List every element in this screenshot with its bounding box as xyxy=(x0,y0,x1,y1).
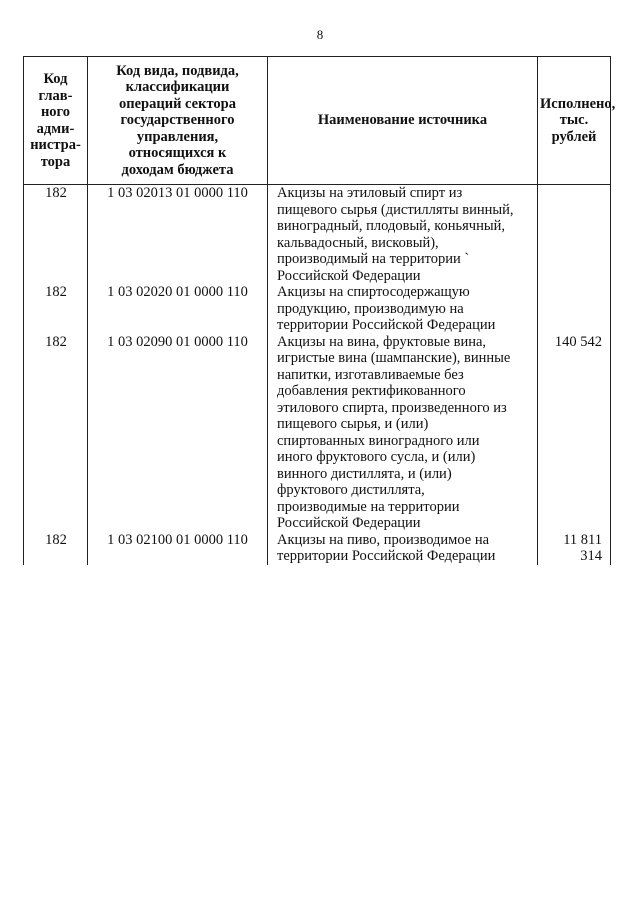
name-line: Российской Федерации xyxy=(277,515,421,531)
header-line: Код xyxy=(43,71,68,87)
name-line: игристые вина (шампанские), винные xyxy=(277,350,511,366)
name-line: напитки, изготавливаемые без xyxy=(277,366,464,383)
name-line: фруктового дистиллята, xyxy=(277,482,425,498)
amount-cell: 11 811 314 xyxy=(538,532,611,565)
header-line: доходам бюджета xyxy=(121,161,234,178)
header-line: управления, xyxy=(136,128,219,145)
table-row xyxy=(24,532,611,565)
header-admin-code xyxy=(24,57,88,185)
name-line: Акцизы на пиво, производимое на xyxy=(277,531,490,548)
header-line: классификации xyxy=(125,79,230,96)
name-line: Акцизы на вина, фруктовые вина, xyxy=(277,333,487,350)
name-line: продукцию, производимую на xyxy=(277,300,464,317)
header-line: тыс. рублей xyxy=(551,112,597,145)
name-line: пищевого сырья, и (или) xyxy=(277,416,429,432)
table-row xyxy=(24,334,611,532)
name-line: производимый на территории ` xyxy=(277,251,470,267)
admin-code-cell: 182 xyxy=(24,185,88,285)
amount-cell xyxy=(538,185,611,285)
source-name-cell xyxy=(268,532,538,565)
name-line: Акцизы на спиртосодержащую xyxy=(277,284,470,300)
header-source-name xyxy=(268,57,538,185)
table-row xyxy=(24,185,611,285)
header-line: Исполнено, xyxy=(540,95,616,112)
admin-code-cell: 182 xyxy=(24,284,88,334)
header-line: относящихся к xyxy=(128,145,227,162)
source-name-cell xyxy=(268,284,538,334)
name-line: винного дистиллята, и (или) xyxy=(277,465,452,482)
classification-code-cell: 1 03 02020 01 0000 110 xyxy=(88,284,268,334)
header-classification-code xyxy=(88,57,268,185)
amount-cell xyxy=(538,284,611,334)
name-line: производимые на территории xyxy=(277,498,460,515)
header-line: нистра- xyxy=(30,137,81,153)
header-line: Наименование источника xyxy=(317,112,488,129)
name-line: иного фруктового сусла, и (или) xyxy=(277,449,476,465)
source-name-cell xyxy=(268,334,538,532)
name-line: Акцизы на этиловый спирт из xyxy=(277,185,463,201)
page-number: 8 xyxy=(316,27,324,42)
admin-code-cell: 182 xyxy=(24,334,88,532)
table-header-row xyxy=(24,57,611,185)
header-line: тора xyxy=(40,153,71,170)
header-line: адми- xyxy=(36,120,75,137)
name-line: добавления ректификованного xyxy=(277,383,466,399)
name-line: кальвадосный, висковый), xyxy=(277,234,439,251)
name-line: Российской Федерации xyxy=(277,267,421,284)
source-name-cell xyxy=(268,185,538,285)
classification-code-cell: 1 03 02100 01 0000 110 xyxy=(88,532,268,565)
amount-cell: 140 542 xyxy=(538,334,611,532)
name-line: спиртованных виноградного или xyxy=(277,432,480,449)
classification-code-cell: 1 03 02013 01 0000 110 xyxy=(88,185,268,285)
name-line: территории Российской Федерации xyxy=(277,317,496,333)
revenue-table xyxy=(23,56,616,565)
name-line: территории Российской Федерации xyxy=(277,548,496,564)
header-line: операций сектора xyxy=(119,95,236,112)
header-line: государственного xyxy=(120,112,235,129)
name-line: этилового спирта, произведенного из xyxy=(277,399,507,416)
table-row xyxy=(24,284,611,334)
admin-code-cell: 182 xyxy=(24,532,88,565)
name-line: пищевого сырья (дистилляты винный, xyxy=(277,201,514,218)
header-line: ного xyxy=(40,104,71,120)
header-executed xyxy=(538,57,616,185)
classification-code-cell: 1 03 02090 01 0000 110 xyxy=(88,334,268,532)
header-line: Код вида, подвида, xyxy=(116,62,239,79)
header-line: глав- xyxy=(38,87,73,104)
name-line: виноградный, плодовый, коньячный, xyxy=(277,218,505,234)
